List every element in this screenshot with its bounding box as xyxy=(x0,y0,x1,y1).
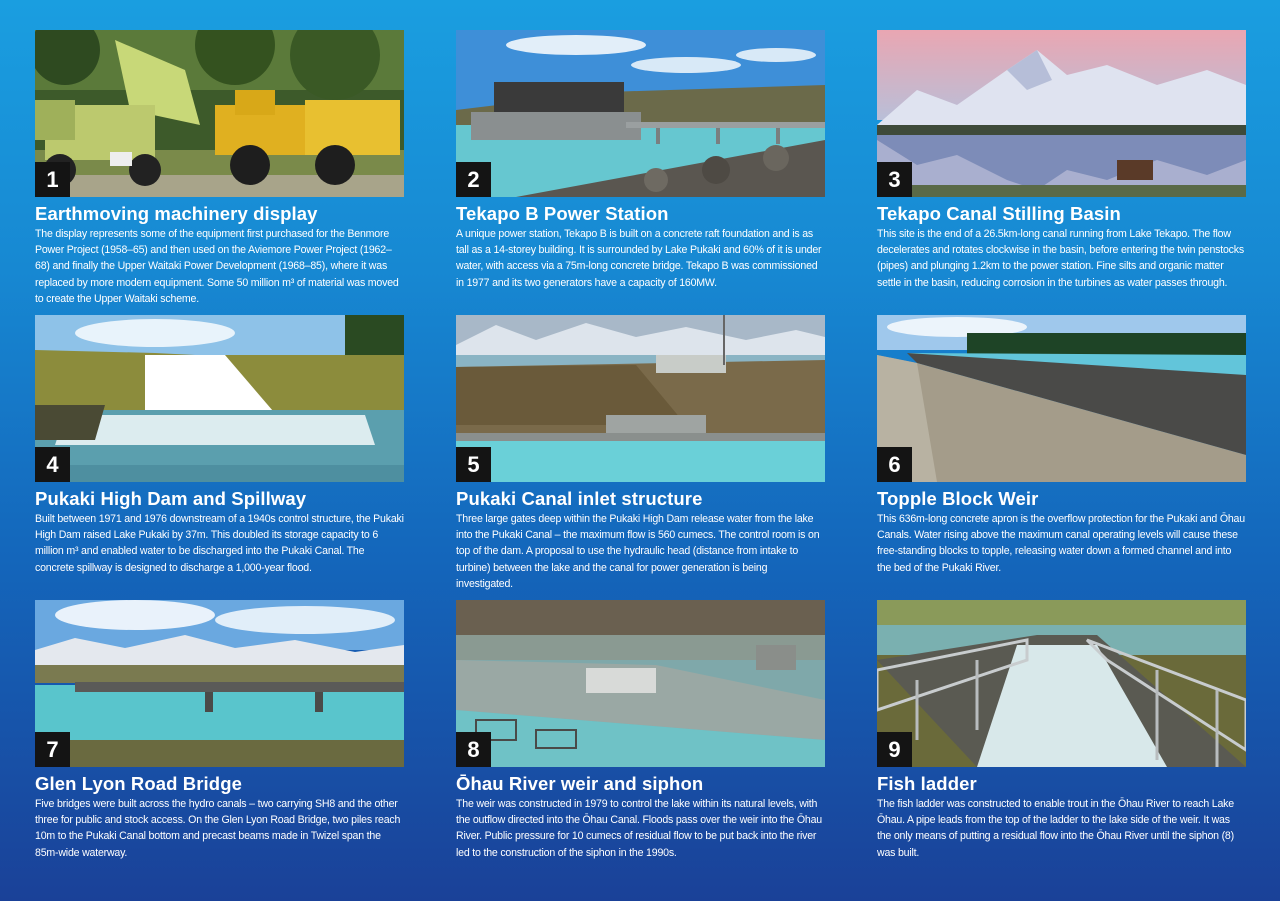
site-title: Tekapo Canal Stilling Basin xyxy=(877,203,1121,224)
site-description: The display represents some of the equipment first purchased for the Benmore Power Project (1958–65) and then used on the Aviemore Power Project (1962–68) and finally the Upper Waitaki Power Development (1968–85), where it was replaced by more modern equipment. Some 50 million m³ of material was moved to create the Upper Waitaki scheme. xyxy=(35,228,399,305)
site-card-topple-block xyxy=(877,315,1246,576)
site-title: Ōhau River weir and siphon xyxy=(456,773,704,794)
site-card-fish-ladder xyxy=(877,600,1246,861)
topple-block-weir-photo xyxy=(877,315,1246,482)
earthmoving-machinery-photo xyxy=(35,30,404,197)
site-title: Fish ladder xyxy=(877,773,977,794)
site-card-stilling-basin xyxy=(877,30,1246,291)
site-description: This 636m-long concrete apron is the overflow protection for the Pukaki and Ōhau Canals. Water rising above the maximum canal operating levels will cause these free-standing blocks to topple, releasing water down a formed channel and into the bed of the Pukaki River. xyxy=(877,513,1245,574)
site-number-badge: 3 xyxy=(877,162,912,197)
site-number-badge: 7 xyxy=(35,732,70,767)
site-description: Three large gates deep within the Pukaki High Dam release water from the lake into the Pukaki Canal – the maximum flow is 560 cumecs. The control room is on top of the dam. A proposal to use the hydraulic head (distance from intake to turbine) between the lake and the canal for power generation is being investigated. xyxy=(456,513,820,590)
site-card-glen-lyon xyxy=(35,600,404,861)
site-number-badge: 9 xyxy=(877,732,912,767)
site-card-pukaki-dam xyxy=(35,315,404,576)
tekapo-canal-stilling-basin-photo xyxy=(877,30,1246,197)
site-number-badge: 8 xyxy=(456,732,491,767)
site-title: Topple Block Weir xyxy=(877,488,1039,509)
site-number-badge: 4 xyxy=(35,447,70,482)
site-description: The fish ladder was constructed to enable trout in the Ōhau River to reach Lake Ōhau. A pipe leads from the top of the ladder to the lake side of the weir. It was the only means of putting a residual flow into the Ōhau River until the siphon (8) was built. xyxy=(877,798,1234,859)
site-title: Earthmoving machinery display xyxy=(35,203,318,224)
site-title: Glen Lyon Road Bridge xyxy=(35,773,242,794)
site-card-ohau-weir xyxy=(456,600,825,861)
site-number-badge: 5 xyxy=(456,447,491,482)
site-description: A unique power station, Tekapo B is built on a concrete raft foundation and is as tall as a 14-storey building. It is surrounded by Lake Pukaki and 60% of it is under water, with access via a 75m-long concrete bridge. Tekapo B was commissioned in 1977 and its two generators have a capacity of 160MW. xyxy=(456,228,822,289)
site-description: This site is the end of a 26.5km-long canal running from Lake Tekapo. The flow decelerates and rotates clockwise in the basin, before entering the twin penstocks (pipes) and plunging 1.2km to the power station. Fine silts and organic matter settle in the basin, reducing corrosion in the turbines as water passes through. xyxy=(877,228,1244,289)
site-description: Built between 1971 and 1976 downstream of a 1940s control structure, the Pukaki High Dam raised Lake Pukaki by 37m. This doubled its storage capacity to 6 million m³ and enabled water to be discharged into the Pukaki Canal. The concrete spillway is designed to discharge a 1,000-year flood. xyxy=(35,513,404,574)
ohau-river-weir-siphon-photo xyxy=(456,600,825,767)
glen-lyon-road-bridge-photo xyxy=(35,600,404,767)
site-number-badge: 2 xyxy=(456,162,491,197)
site-title: Pukaki Canal inlet structure xyxy=(456,488,703,509)
pukaki-canal-inlet-structure-photo xyxy=(456,315,825,482)
site-description: Five bridges were built across the hydro canals – two carrying SH8 and the other three for public and stock access. On the Glen Lyon Road Bridge, two piles reach 10m to the Pukaki Canal bottom and precast beams made in Twizel span the 85m-wide waterway. xyxy=(35,798,401,859)
site-description: The weir was constructed in 1979 to control the lake within its natural levels, with the outflow directed into the Ōhau Canal. Floods pass over the weir into the Ōhau River. Public pressure for 10 cumecs of residual flow to be put back into the river led to the construction of the siphon in the 1990s. xyxy=(456,798,822,859)
site-number-badge: 6 xyxy=(877,447,912,482)
site-card-pukaki-inlet xyxy=(456,315,825,592)
pukaki-high-dam-spillway-photo xyxy=(35,315,404,482)
tekapo-b-power-station-photo xyxy=(456,30,825,197)
site-number-badge: 1 xyxy=(35,162,70,197)
site-title: Pukaki High Dam and Spillway xyxy=(35,488,307,509)
site-title: Tekapo B Power Station xyxy=(456,203,669,224)
site-card-tekapo-b xyxy=(456,30,825,291)
site-card-earthmoving xyxy=(35,30,404,307)
fish-ladder-photo xyxy=(877,600,1246,767)
